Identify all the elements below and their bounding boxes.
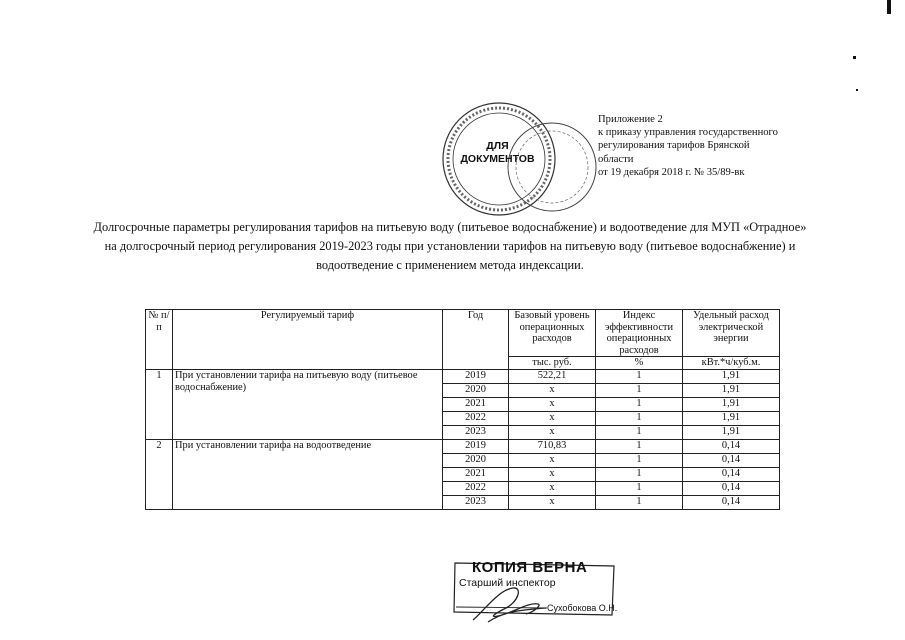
cell-num: 2 [146, 440, 173, 510]
cell-energy: 0,14 [683, 468, 780, 482]
cell-year: 2022 [443, 412, 509, 426]
table-header-row [146, 310, 780, 357]
cell-energy: 1,91 [683, 384, 780, 398]
cell-tariff: При установлении тарифа на водоотведение [173, 440, 443, 510]
signature [468, 582, 548, 627]
cell-num: 1 [146, 370, 173, 440]
cell-year: 2020 [443, 454, 509, 468]
cell-index: 1 [596, 398, 683, 412]
unit-index: % [596, 357, 683, 370]
cell-index: 1 [596, 384, 683, 398]
cell-year: 2019 [443, 370, 509, 384]
cell-base: x [509, 398, 596, 412]
appendix-line: области [598, 153, 634, 165]
cell-tariff: При установлении тарифа на питьевую воду (питьевое водоснабжение) [173, 370, 443, 440]
cell-year: 2021 [443, 468, 509, 482]
appendix-line: от 19 декабря 2018 г. № 35/89-вк [598, 166, 745, 178]
copy-stamp-role: Старший инспектор [459, 577, 556, 589]
appendix-line: к приказу управления государственного [598, 127, 778, 139]
unit-base: тыс. руб. [509, 357, 596, 370]
cell-energy: 1,91 [683, 398, 780, 412]
col-header-year: Год [443, 310, 509, 370]
overlapping-seal [505, 120, 600, 215]
cell-base: x [509, 426, 596, 440]
cell-index: 1 [596, 370, 683, 384]
appendix-line: Приложение 2 [598, 114, 663, 125]
cell-index: 1 [596, 482, 683, 496]
table-row [146, 440, 780, 454]
col-header-base: Базовый уровень операционных расходов [509, 310, 596, 357]
cell-energy: 1,91 [683, 426, 780, 440]
scan-dot [856, 89, 858, 91]
seal-label [455, 140, 540, 166]
cell-energy: 0,14 [683, 454, 780, 468]
col-header-index: Индекс эффективности операционных расходов [596, 310, 683, 357]
cell-energy: 1,91 [683, 370, 780, 384]
col-header-num: № п/п [146, 310, 173, 370]
cell-index: 1 [596, 468, 683, 482]
cell-energy: 0,14 [683, 440, 780, 454]
cell-index: 1 [596, 496, 683, 510]
unit-energy: кВт.*ч/куб.м. [683, 357, 780, 370]
seal-line: ДЛЯ [486, 140, 509, 152]
cell-base: x [509, 496, 596, 510]
tariff-parameters-table [145, 309, 780, 510]
cell-base: 710,83 [509, 440, 596, 454]
cell-energy: 0,14 [683, 482, 780, 496]
cell-year: 2022 [443, 482, 509, 496]
cell-index: 1 [596, 440, 683, 454]
cell-base: x [509, 468, 596, 482]
scan-dot [853, 56, 856, 59]
cell-year: 2020 [443, 384, 509, 398]
cell-energy: 1,91 [683, 412, 780, 426]
col-header-energy: Удельный расход электрической энергии [683, 310, 780, 357]
cell-year: 2021 [443, 398, 509, 412]
scan-mark [887, 0, 891, 14]
cell-index: 1 [596, 454, 683, 468]
cell-base: x [509, 384, 596, 398]
col-header-tariff: Регулируемый тариф [173, 310, 443, 370]
cell-index: 1 [596, 426, 683, 440]
seal-line: ДОКУМЕНТОВ [460, 153, 535, 165]
copy-stamp-name: Сухобокова О.Н. [547, 603, 618, 613]
cell-index: 1 [596, 412, 683, 426]
cell-year: 2019 [443, 440, 509, 454]
appendix-reference [598, 113, 823, 179]
cell-base: x [509, 454, 596, 468]
cell-energy: 0,14 [683, 496, 780, 510]
cell-base: 522,21 [509, 370, 596, 384]
cell-year: 2023 [443, 426, 509, 440]
cell-base: x [509, 482, 596, 496]
copy-stamp-title: КОПИЯ ВЕРНА [472, 559, 588, 576]
table-row [146, 370, 780, 384]
cell-base: x [509, 412, 596, 426]
document-title: Долгосрочные параметры регулирования тарифов на питьевую воду (питьевое водоснабжение) и водоотведение для МУП «Отрадное» на долгосрочный период регулирования 2019-2023 годы при установлении тарифов на питьевую воду (питьевое водоснабжение) и водоотведение с применением метода индексации. [93, 220, 807, 272]
appendix-line: регулирования тарифов Брянской [598, 140, 750, 152]
cell-year: 2023 [443, 496, 509, 510]
